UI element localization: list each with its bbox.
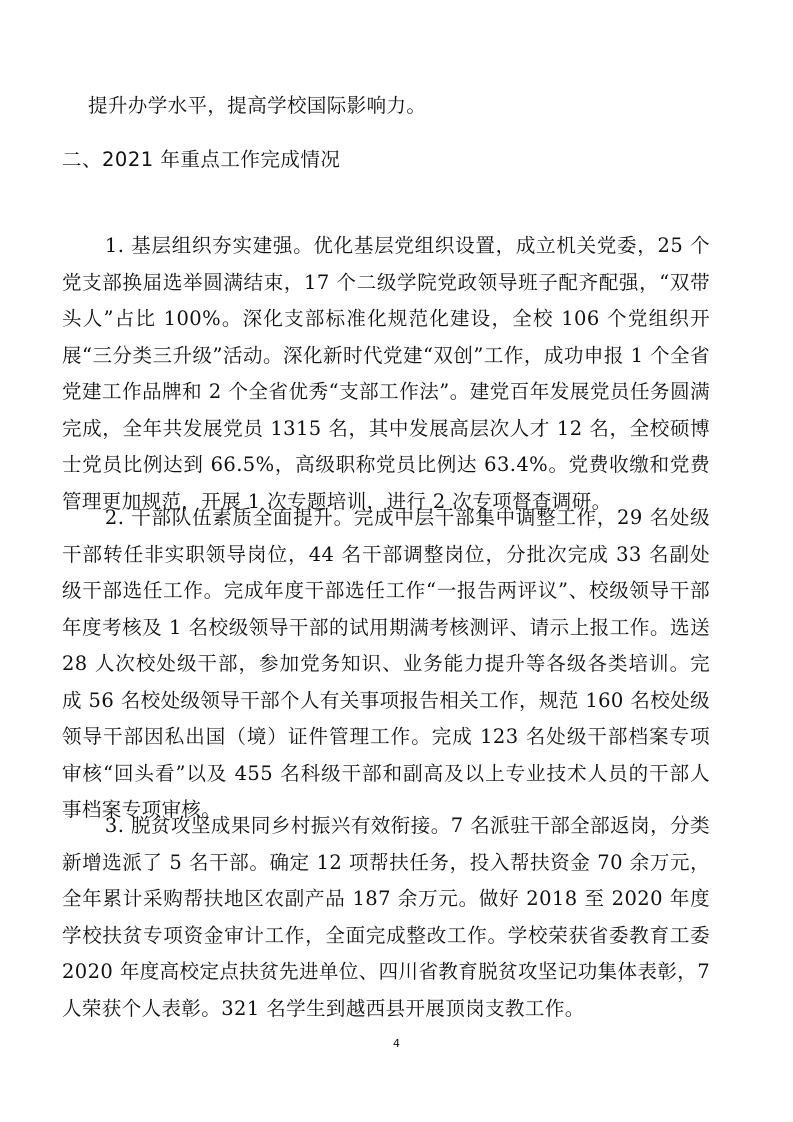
paragraph-3: 3. 脱贫攻坚成果同乡村振兴有效衔接。7 名派驻干部全部返岗，分类新增选派了 5 名干部。确定 12 项帮扶任务，投入帮扶资金 70 余万元，全年累计采购帮扶地区农副产品 187 余万元。做好 2018 至 2020 年度学校扶贫专项资金审计工作，全面完成整改工作。学校荣获省委教育工委 2020 年度高校定点扶贫先进单位、四川省教育脱贫攻坚记功集体表彰，7 人荣获个人表彰。321 名学生到越西县开展顶岗支教工作。 (62, 814, 710, 1020)
paragraph-2: 2. 干部队伍素质全面提升。完成中层干部集中调整工作，29 名处级干部转任非实职领导岗位，44 名干部调整岗位，分批次完成 33 名副处级干部选任工作。完成年度干部选任工作“一报告两评议”、校级领导干部年度考核及 1 名校级领导干部的试用期满考核测评、请示上报工作。选送 28 人次校处级干部，参加党务知识、业务能力提升等各级各类培训。完成 56 名校处级领导干部个人有关事项报告相关工作，规范 160 名校处级领导干部因私出国（境）证件管理工作。完成 123 名处级干部档案专项审核“回头看”以及 455 名科级干部和副高及以上专业技术人员的干部人事档案专项审核。 (62, 506, 710, 821)
paragraph-1: 1. 基层组织夯实建强。优化基层党组织设置，成立机关党委，25 个党支部换届选举圆满结束，17 个二级学院党政领导班子配齐配强，“双带头人”占比 100%。深化支部标准化规范化建设，全校 106 个党组织开展“三分类三升级”活动。深化新时代党建“双创”工作，成功申报 1 个全省党建工作品牌和 2 个全省优秀“支部工作法”。建党百年发展党员任务圆满完成，全年共发展党员 1315 名，其中发展高层次人才 12 名，全校硕博士党员比例达到 66.5%，高级职称党员比例达 63.4%。党费收缴和党费管理更加规范，开展 1 次专题培训，进行 2 次专项督查调研。 (62, 234, 710, 513)
section-heading: 二、2021 年重点工作完成情况 (62, 148, 341, 171)
continuation-paragraph: 提升办学水平，提高学校国际影响力。 (88, 94, 427, 117)
page-number: 4 (393, 1037, 400, 1050)
